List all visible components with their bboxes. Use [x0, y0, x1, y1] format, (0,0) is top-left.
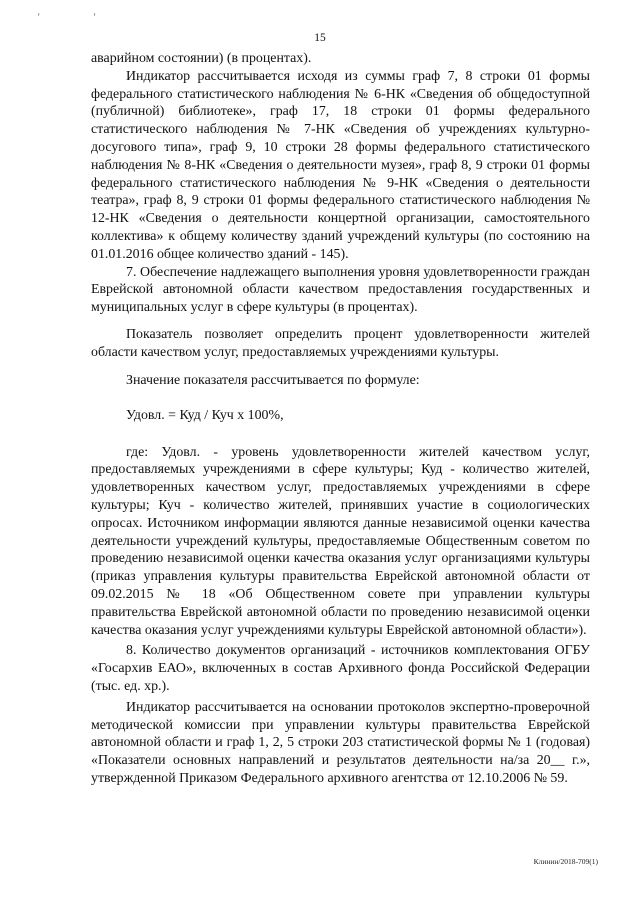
formula: Удовл. = Куд / Куч х 100%,: [126, 407, 284, 423]
scan-corner-marks: ' ': [38, 12, 122, 22]
footer-document-code: Клинин/2018-709(1): [533, 857, 598, 866]
paragraph-indicator-buildings: Индикатор рассчитывается исходя из суммы граф 7, 8 строки 01 формы федерального статистического наблюдения № 6-НК «Сведения об общедоступной (публичной) библиотеке», граф 17, 18 строки 01 формы федерального статистического наблюдения № 7-НК «Сведения об учреждениях культурно-досугового типа», граф 9, 10 строки 28 формы федерального статистического наблюдения № 8-НК «Сведения о деятельности музея», граф 8, 9 строки 01 формы федерального статистического наблюдения № 9-НК «Сведения о деятельности театра», граф 8, 9 строки 01 формы федерального статистического наблюдения № 12-НК «Сведения о деятельности концертной организации, самостоятельного коллектива» к общему количеству зданий учреждений культуры (по состоянию на 01.01.2016 общее количество зданий - 145).: [91, 68, 590, 262]
paragraph-formula-intro: Значение показателя рассчитывается по формуле:: [126, 372, 420, 388]
paragraph-indicator-purpose: Показатель позволяет определить процент удовлетворенности жителей области качеством услуг, предоставляемых учреждениями культуры.: [91, 327, 590, 361]
paragraph-formula-legend: где: Удовл. - уровень удовлетворенности жителей качеством услуг, предоставляемых учреждениями в сфере культуры; Куд - количество жителей, удовлетворенных качеством услуг, предоставляемых учреждениями в сфере культуры; Куч - количество жителей, принявших участие в социологических опросах. Источником информации являются данные независимой оценки качества деятельности учреждений культуры, предоставляемые Общественным советом по проведению независимой оценки качества оказания услуг организациями культуры (приказ управления культуры правительства Еврейской автономной области от 09.02.2015 № 18 «Об Общественном совете при управлении культуры правительства Еврейской автономной области по проведению независимой оценки качества оказания услуг учреждениями культуры Еврейской автономной области»).: [91, 444, 590, 638]
page-number: 15: [314, 32, 326, 44]
paragraph-indicator-archive: Индикатор рассчитывается на основании протоколов экспертно-проверочной методической комиссии при управлении культуры правительства Еврейской автономной области и граф 1, 2, 5 строки 203 статистической формы № 1 (годовая) «Показатели основных направлений и результатов деятельности на/за 20__ г.», утвержденной Приказом Федерального архивного агентства от 12.10.2006 № 59.: [91, 699, 590, 786]
paragraph-continuation: аварийном состоянии) (в процентах).: [91, 51, 312, 66]
body-text: [91, 50, 590, 788]
paragraph-item-7-heading: 7. Обеспечение надлежащего выполнения уровня удовлетворенности граждан Еврейской автономной области качеством предоставления государственных и муниципальных услуг в сфере культуры (в процентах).: [91, 264, 590, 316]
paragraph-item-8-heading: 8. Количество документов организаций - источников комплектования ОГБУ «Госархив ЕАО», включенных в состав Архивного фонда Российской Федерации (тыс. ед. хр.).: [91, 643, 590, 694]
